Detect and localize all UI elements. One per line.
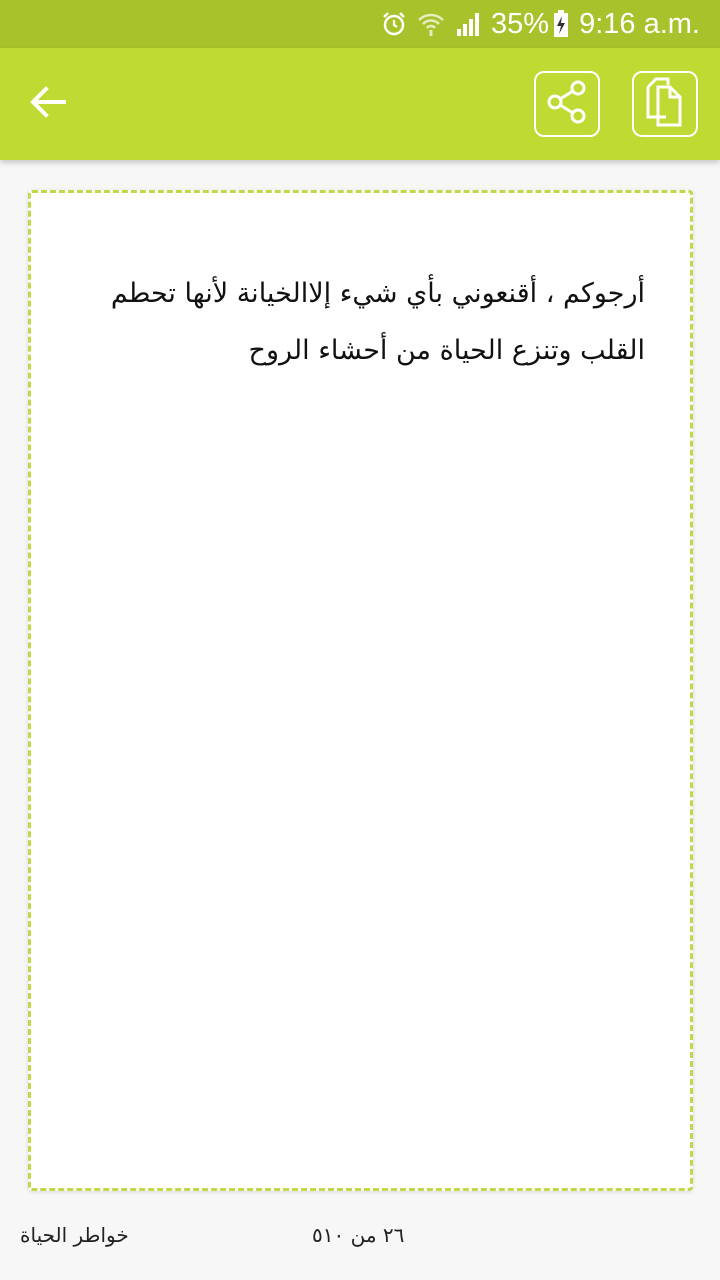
arrow-back-icon (30, 86, 66, 122)
quote-text: أرجوكم ، أقنعوني بأي شيء إلاالخيانة لأنها تحطم القلب وتنزع الحياة من أحشاء الروح (110, 278, 645, 366)
share-icon (543, 78, 591, 130)
battery-charging-icon (553, 10, 569, 38)
status-bar (0, 0, 720, 48)
share-button[interactable] (534, 71, 600, 137)
quote-counter: ٢٦ من ٥١٠ (312, 1223, 405, 1247)
alarm-icon (381, 11, 407, 37)
footer (0, 1205, 720, 1275)
copy-icon (642, 77, 688, 131)
quote-card (28, 190, 693, 1191)
battery-percent: 35% (491, 7, 550, 40)
wifi-icon (417, 11, 445, 37)
category-label: خواطر الحياة (20, 1223, 129, 1247)
clock: 9:16 a.m. (579, 7, 700, 40)
copy-button[interactable] (632, 71, 698, 137)
app-toolbar (0, 48, 720, 160)
back-button[interactable] (20, 76, 76, 132)
signal-icon (455, 11, 481, 37)
